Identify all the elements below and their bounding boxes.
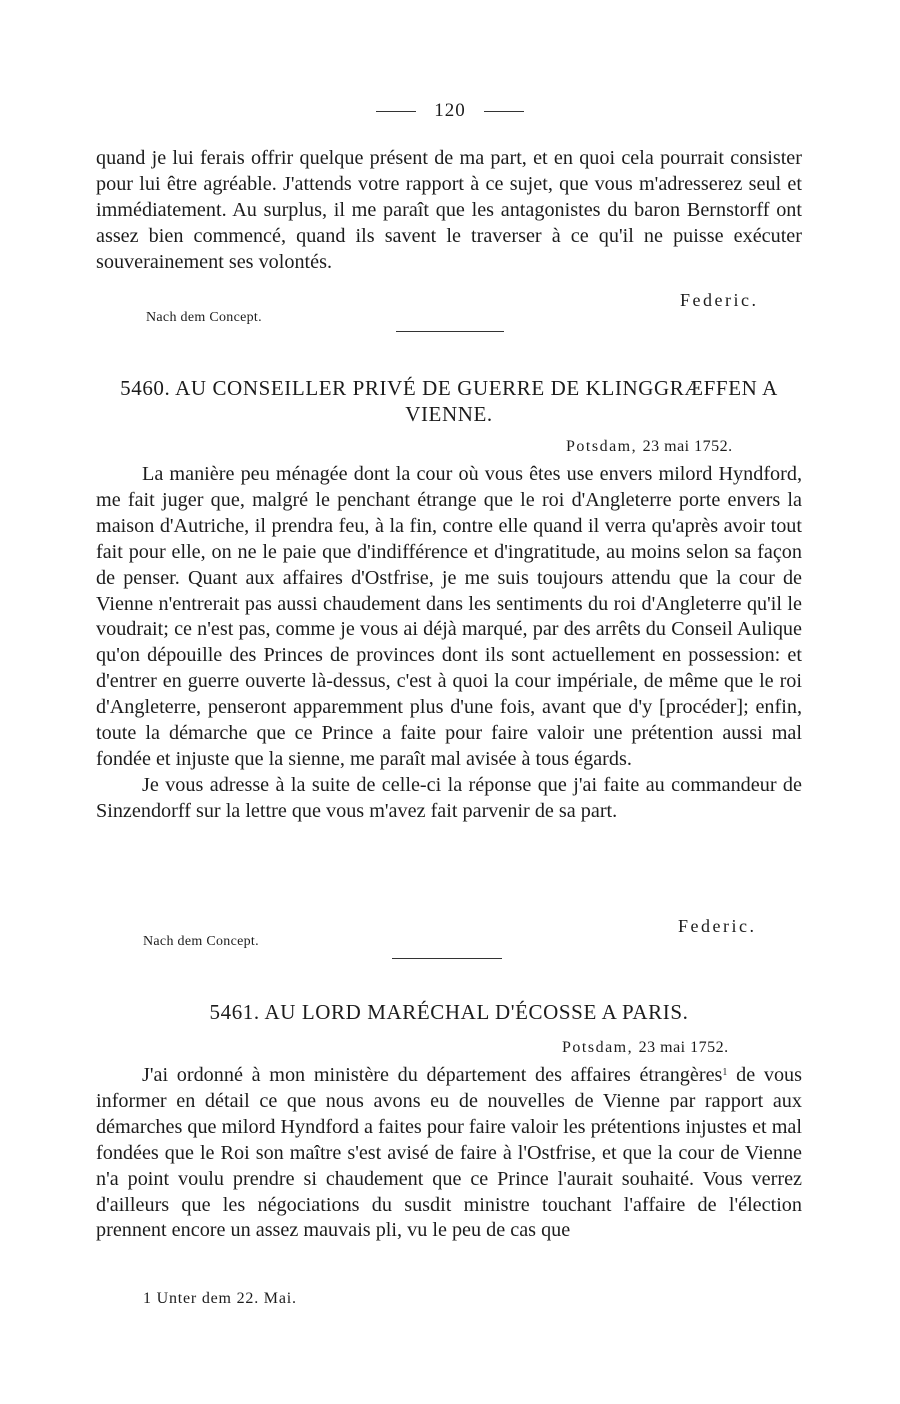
letter-5460-signature: Federic. [678, 916, 757, 936]
footnote-marker: 1 [143, 1290, 152, 1307]
letter-5460-paragraph-1: La manière peu ménagée dont la cour où vous êtes use envers milord Hyndford, me fait juger que, malgré le penchant étrange que le roi d'Angleterre porte envers la maison d'Autriche, il prendra feu, à la fin, contre elle quand il verra qu'après avoir tout fait pour elle, on ne le paie que d'indifférence et d'ingratitude, au moins selon sa façon de penser. Quant aux affaires d'Ostfrise, je me suis toujours attendu que la cour de Vienne n'entrerait pas aussi chaudement dans les sentiments du roi d'Angleterre qu'il le voudrait; ce n'est pas, comme je vous ai déjà marqué, par des arrêts du Conseil Aulique qu'on dépouille des Princes de provinces dont ils sont actuellement en possession: et d'entrer en guerre ouverte là-dessus, c'est à quoi la cour impériale, de même que le roi d'Angleterre, penseront apparemment plus d'une fois, avant que d'y [procéder]; enfin, toute la démarche que ce Prince a faite pour faire valoir une prétention aussi mal fondée et injuste que la sienne, me paraît mal avisée à tous égards. [96, 463, 802, 770]
letter-5460-date-value: 23 mai 1752. [642, 438, 733, 455]
letter-5461-date-value: 23 mai 1752. [638, 1039, 729, 1056]
footnote-reference: 1 [722, 1067, 728, 1078]
letter-5461-date [562, 1039, 729, 1057]
letter-5461-text-a: J'ai ordonné à mon ministère du département des affaires étrangères [142, 1064, 723, 1086]
letter-5460-date [566, 438, 733, 456]
letter-5461-paragraph-1 [96, 1063, 802, 1244]
letter-5460-date-place: Potsdam, [566, 438, 638, 455]
footnote-text: Unter dem 22. Mai. [156, 1290, 297, 1307]
page-number-text: 120 [434, 100, 466, 121]
letter-5460-paragraph-2: Je vous adresse à la suite de celle-ci la réponse que j'ai faite au commandeur de Sinzendorff sur la lettre que vous m'avez fait parvenir de sa part. [96, 773, 802, 822]
dash-left [376, 111, 416, 112]
separator-rule-2 [392, 958, 502, 959]
prev-letter-source: Nach dem Concept. [146, 310, 262, 325]
letter-5460-body [96, 462, 802, 825]
prev-letter-body [96, 146, 802, 276]
letter-5461-date-place: Potsdam, [562, 1039, 634, 1056]
footnote [143, 1290, 297, 1308]
letter-5460-source: Nach dem Concept. [143, 934, 259, 949]
letter-5460-heading: 5460. AU CONSEILLER PRIVÉ DE GUERRE DE KLINGGRÆFFEN A VIENNE. [120, 376, 778, 426]
letter-5461-text-b: de vous informer en détail ce que nous avons eu de nouvelles de Vienne par rapport aux démarches que milord Hyndford a faites pour faire valoir les prétentions injustes et mal fondées que le Roi son maître s'est avisé de faire à l'Ostfrise, et que la cour de Vienne n'a point voulu prendre si chaudement que ce Prince l'aurait souhaité. Vous verrez d'ailleurs que les négociations du susdit ministre touchant l'affaire de l'élection prennent encore un assez mauvais pli, vu le peu de cas que [96, 1064, 802, 1242]
letter-5461-heading: 5461. AU LORD MARÉCHAL D'ÉCOSSE A PARIS. [209, 1000, 689, 1024]
separator-rule-1 [396, 331, 504, 332]
prev-letter-signature: Federic. [680, 290, 759, 310]
prev-letter-text: quand je lui ferais offrir quelque présent de ma part, et en quoi cela pourrait consister pour lui être agréable. J'attends votre rapport à ce sujet, que vous m'adresserez seul et immédiatement. Au surplus, il me paraît que les antagonistes du baron Bernstorff ont assez bien commencé, quand ils savent le traverser à ce qu'il ne puisse exécuter souverainement ses volontés. [96, 147, 802, 273]
dash-right [484, 111, 524, 112]
letter-5461-body [96, 1063, 802, 1244]
page-number [0, 100, 900, 122]
